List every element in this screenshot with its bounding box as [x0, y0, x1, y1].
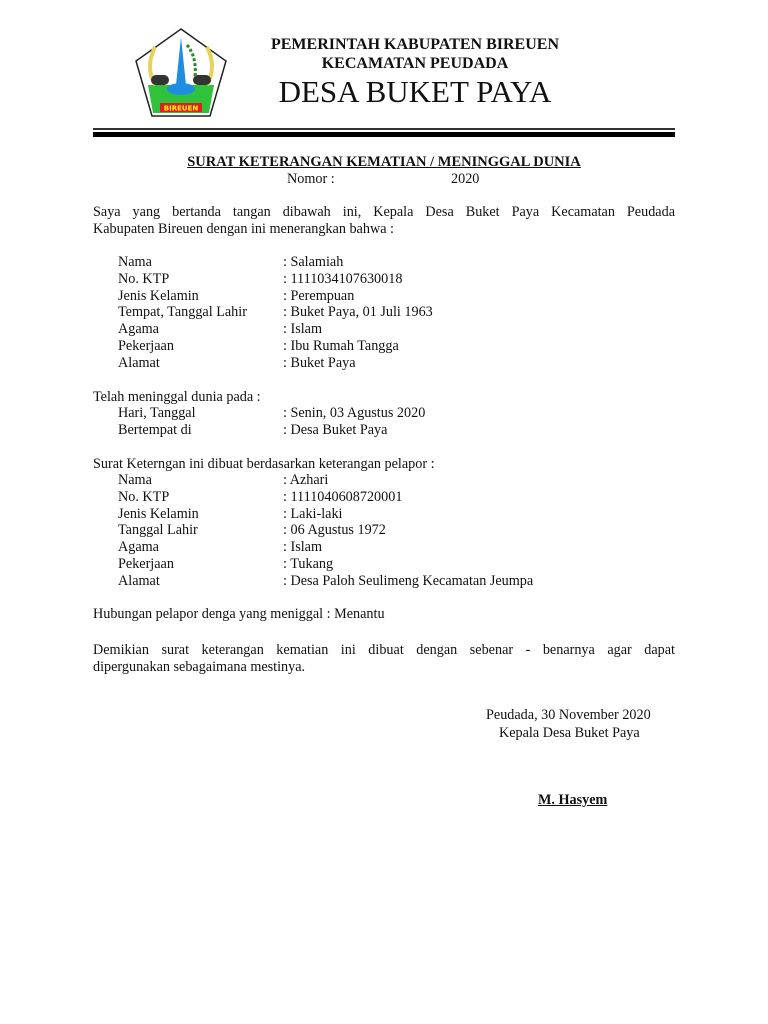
- signer-name: M. Hasyem: [538, 792, 608, 808]
- field-value: : Buket Paya, 01 Juli 1963: [283, 304, 433, 321]
- signer-position: Kepala Desa Buket Paya: [499, 725, 640, 741]
- field-value: : Islam: [283, 321, 323, 338]
- field-label: Agama: [118, 321, 159, 338]
- field-label: No. KTP: [118, 488, 170, 505]
- place-date: Peudada, 30 November 2020: [486, 707, 651, 723]
- field-value: : 1111040608720001: [283, 488, 403, 505]
- nomor-year: 2020: [451, 171, 480, 187]
- death-intro: Telah meninggal dunia pada :: [93, 389, 261, 405]
- field-label: Hari, Tanggal: [118, 405, 196, 421]
- field-label: Pekerjaan: [118, 556, 174, 572]
- field-label: Pekerjaan: [118, 338, 174, 354]
- field-value: : Salamiah: [283, 254, 344, 270]
- field-label: No. KTP: [118, 270, 170, 287]
- header-rule-thin: [93, 128, 675, 130]
- field-label: Jenis Kelamin: [118, 505, 199, 522]
- field-label: Jenis Kelamin: [118, 287, 199, 304]
- field-value: : 06 Agustus 1972: [283, 522, 386, 539]
- field-value: : Senin, 03 Agustus 2020: [283, 405, 426, 421]
- field-value: : Desa Paloh Seulimeng Kecamatan Jeumpa: [283, 572, 534, 589]
- field-value: : Ibu Rumah Tangga: [283, 338, 399, 354]
- field-value: : Azhari: [283, 472, 329, 488]
- field-label: Tanggal Lahir: [118, 522, 198, 539]
- relation-line: Hubungan pelapor denga yang meniggal : Menantu: [93, 606, 385, 622]
- field-label: Agama: [118, 539, 159, 556]
- intro-line-2: Kabupaten Bireuen dengan ini menerangkan bahwa :: [93, 221, 394, 237]
- nomor-label: Nomor :: [287, 171, 335, 187]
- logo-text: BIREUEN: [163, 104, 199, 113]
- header-government: PEMERINTAH KABUPATEN BIREUEN: [270, 36, 560, 53]
- reporter-intro: Surat Keterngan ini dibuat berdasarkan keterangan pelapor :: [93, 456, 435, 472]
- field-value: : Desa Buket Paya: [283, 421, 388, 438]
- field-value: : 1111034107630018: [283, 270, 403, 287]
- letter-title: SURAT KETERANGAN KEMATIAN / MENINGGAL DUNIA: [187, 154, 581, 170]
- regency-logo: [133, 27, 229, 119]
- field-value: : Islam: [283, 539, 323, 556]
- field-value: : Laki-laki: [283, 505, 343, 522]
- closing-line-1: Demikian surat keterangan kematian ini dibuat dengan sebenar - benarnya agar dapat: [93, 642, 675, 658]
- header-rule-thick: [93, 132, 675, 137]
- field-label: Nama: [118, 472, 152, 488]
- field-label: Alamat: [118, 354, 160, 371]
- field-value: : Buket Paya: [283, 354, 356, 371]
- closing-line-2: dipergunakan sebagaimana mestinya.: [93, 659, 306, 675]
- field-label: Bertempat di: [118, 421, 192, 438]
- field-value: : Tukang: [283, 556, 334, 572]
- intro-line-1: Saya yang bertanda tangan dibawah ini, Kepala Desa Buket Paya Kecamatan Peudada: [93, 204, 675, 220]
- field-value: : Perempuan: [283, 287, 355, 304]
- field-label: Nama: [118, 254, 152, 270]
- field-label: Tempat, Tanggal Lahir: [118, 304, 247, 321]
- header-district: KECAMATAN PEUDADA: [321, 55, 509, 72]
- header-village: DESA BUKET PAYA: [278, 74, 552, 109]
- field-label: Alamat: [118, 572, 160, 589]
